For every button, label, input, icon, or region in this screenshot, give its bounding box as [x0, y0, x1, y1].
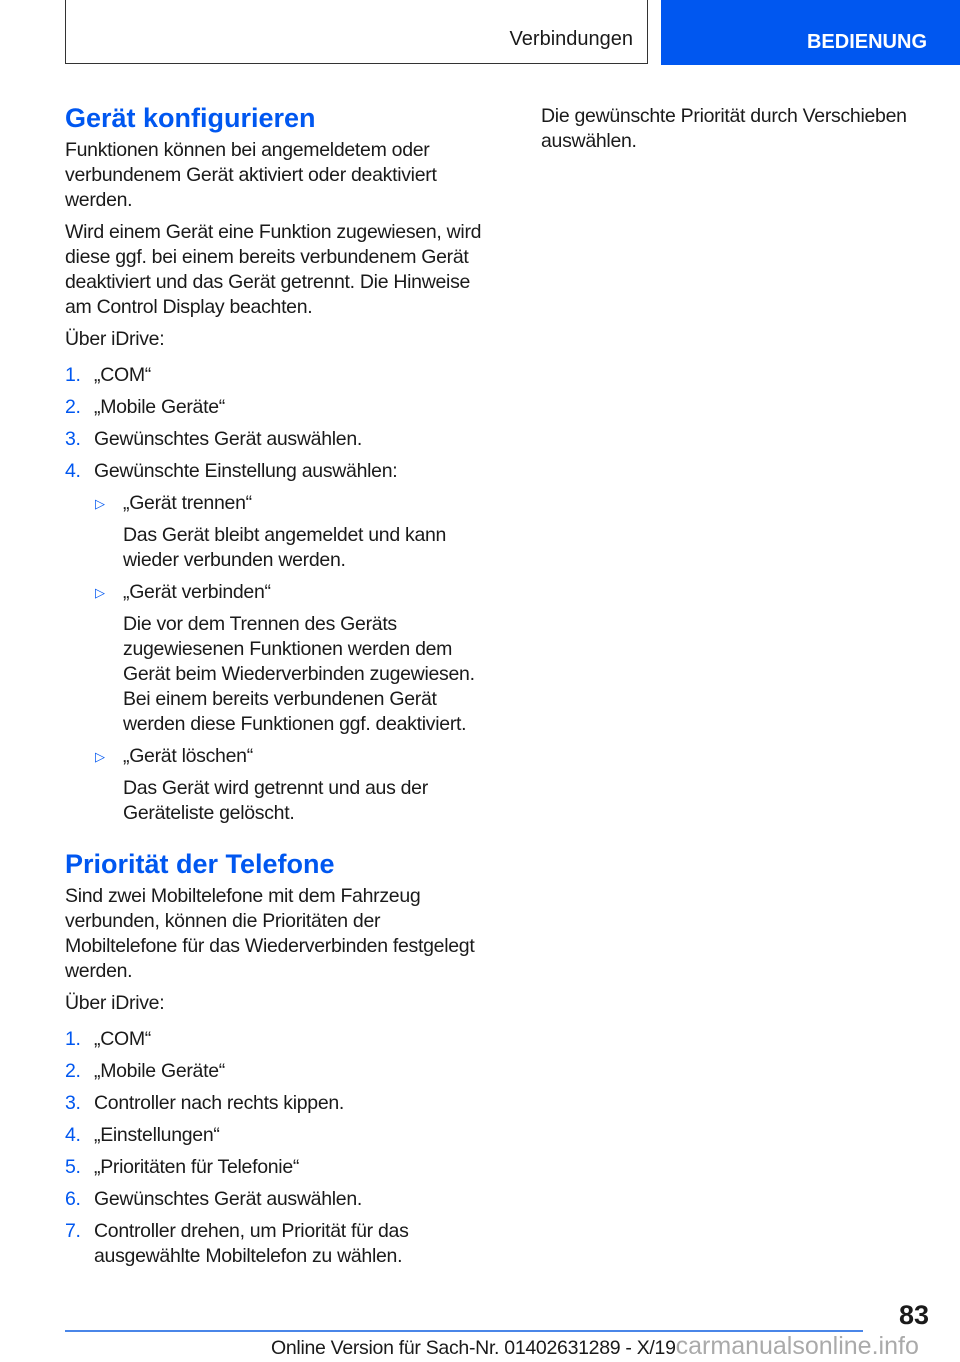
option-desc: Das Gerät bleibt angemeldet und kann wieder verbunden werden.	[123, 524, 447, 571]
step-text: „Prioritäten für Telefonie“	[94, 1156, 300, 1178]
page-number: 83	[898, 1300, 929, 1330]
step-text: „Einstellungen“	[94, 1124, 220, 1146]
list-item	[65, 395, 485, 420]
paragraph: Sind zwei Mobiltelefone mit dem Fahrzeug verbunden, können die Prioritäten der Mobiltelefone für das Wiederverbinden festgelegt werden.	[65, 885, 475, 982]
step-text: „COM“	[94, 1028, 151, 1050]
paragraph: Funktionen können bei angemeldetem oder verbundenem Gerät aktiviert oder deaktiviert werden.	[65, 139, 437, 211]
option-title: „Gerät verbinden“	[123, 581, 271, 603]
steps-list	[65, 1027, 485, 1269]
list-item	[65, 427, 485, 452]
triangle-bullet-icon: ▷	[95, 749, 105, 764]
list-item	[65, 1155, 485, 1180]
list-item	[65, 1123, 485, 1148]
step-number: 5.	[65, 1156, 81, 1178]
left-column	[65, 102, 485, 1276]
option-item	[94, 744, 485, 826]
step-number: 3.	[65, 428, 81, 450]
section-title: Verbindungen	[509, 28, 633, 50]
step-number: 1.	[65, 364, 81, 386]
step-text: Gewünschtes Gerät auswählen.	[94, 428, 362, 450]
step-number: 7.	[65, 1220, 81, 1242]
step-number: 3.	[65, 1092, 81, 1114]
paragraph: Über iDrive:	[65, 328, 165, 350]
option-title: „Gerät trennen“	[123, 492, 252, 514]
step-text: Controller nach rechts kippen.	[94, 1092, 345, 1114]
paragraph: Die gewünschte Priorität durch Verschieben auswählen.	[541, 105, 907, 152]
step-number: 2.	[65, 396, 81, 418]
step-number: 2.	[65, 1060, 81, 1082]
step-text: „Mobile Geräte“	[94, 396, 225, 418]
triangle-bullet-icon: ▷	[95, 585, 105, 600]
step-number: 1.	[65, 1028, 81, 1050]
step-text: Controller drehen, um Priorität für das ausgewählte Mobiltelefon zu wählen.	[94, 1220, 409, 1267]
heading-phone-priority: Priorität der Telefone	[65, 849, 335, 879]
triangle-bullet-icon: ▷	[95, 496, 105, 511]
step-text: Gewünschtes Gerät auswählen.	[94, 1188, 362, 1210]
steps-list	[65, 363, 485, 826]
option-desc: Die vor dem Trennen des Geräts zugewiesenen Funktionen werden dem Gerät beim Wiederverbinden zugewiesen. Bei einem bereits verbundenen Gerät werden diese Funktionen ggf. deaktiviert.	[123, 613, 475, 735]
footer	[271, 1332, 919, 1361]
header-box	[65, 0, 648, 64]
paragraph: Wird einem Gerät eine Funktion zugewiesen, wird diese ggf. bei einem bereits verbundenem Gerät deaktiviert und das Gerät getrennt. Die Hinweise am Control Display beachten.	[65, 221, 482, 318]
step-number: 4.	[65, 1124, 81, 1146]
list-item	[65, 1027, 485, 1052]
list-item	[65, 1091, 485, 1116]
option-item	[94, 580, 485, 737]
list-item	[65, 459, 485, 826]
watermark: carmanualsonline.info	[675, 1332, 919, 1360]
step-number: 4.	[65, 460, 81, 482]
chapter-tab: BEDIENUNG	[661, 0, 960, 65]
option-item	[94, 491, 485, 573]
right-column	[541, 104, 931, 161]
option-title: „Gerät löschen“	[123, 745, 253, 767]
step-text: Gewünschte Einstellung auswählen:	[94, 460, 398, 482]
step-number: 6.	[65, 1188, 81, 1210]
options-list	[94, 491, 485, 826]
list-item	[65, 1219, 485, 1269]
paragraph: Über iDrive:	[65, 992, 165, 1014]
list-item	[65, 363, 485, 388]
footer-text: Online Version für Sach-Nr. 01402631289 - X/19	[271, 1337, 676, 1359]
list-item	[65, 1187, 485, 1212]
step-text: „COM“	[94, 364, 151, 386]
section-phone-priority	[65, 848, 485, 1269]
option-desc: Das Gerät wird getrennt und aus der Geräteliste gelöscht.	[123, 777, 428, 824]
list-item	[65, 1059, 485, 1084]
heading-configure-device: Gerät konfigurieren	[65, 103, 316, 133]
step-text: „Mobile Geräte“	[94, 1060, 225, 1082]
